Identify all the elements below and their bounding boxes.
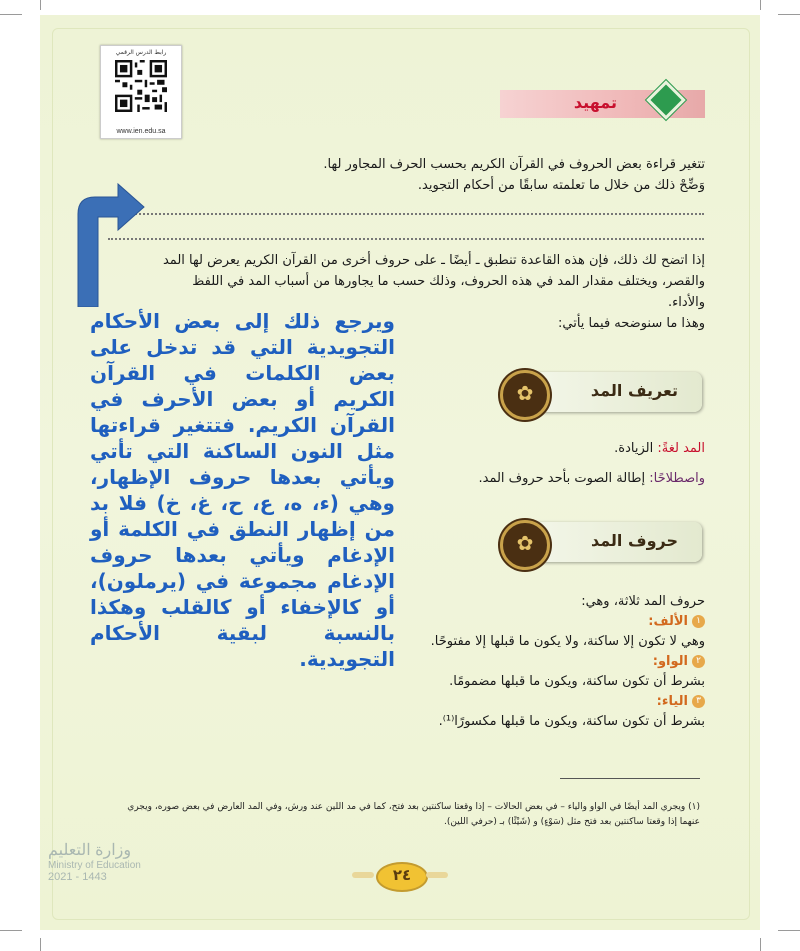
crop-mark	[760, 0, 761, 10]
footnote-line: عنهما إذا وقعتا ساكنتين بعد فتح مثل (سَوْءٍ) و (شَيْئًا) بـ (حرفي اللين).	[444, 817, 700, 827]
number-badge: ١	[692, 615, 705, 628]
term-label: واصطلاحًا:	[649, 471, 705, 486]
intro-line: تتغير قراءة بعض الحروف في القرآن الكريم بحسب الحرف المجاور لها.	[323, 157, 705, 172]
crop-mark	[778, 14, 800, 15]
definition-text	[380, 434, 705, 494]
definition-term	[380, 464, 705, 494]
ornament-wing-icon	[352, 872, 374, 878]
footnote-line: (١) ويجري المد أيضًا في الواو والياء – في بعض الحالات – إذا وقعتا ساكنتين بعد فتح، كما في مد اللين عند ورش، وفي المد العارض في بعض صوره، ويجري	[127, 802, 700, 812]
qr-code-box[interactable]	[100, 45, 182, 139]
intro-line: وَضِّحْ ذلك من خلال ما تعلمته سابقًا من أحكام التجويد.	[417, 178, 705, 193]
number-badge: ٢	[692, 655, 705, 668]
body-line: إذا اتضح لك ذلك، فإن هذه القاعدة تنطبق ـ أيضًا ـ على حروف أخرى من القرآن الكريم يعرض لها المد	[162, 253, 705, 268]
letter-name: الياء:	[656, 694, 688, 709]
letter-name: الألف:	[648, 614, 688, 629]
intro-label: تمهيد	[573, 93, 617, 112]
crop-mark	[40, 938, 41, 951]
intro-text	[255, 154, 705, 196]
qr-title: رابط الدرس الرقمي	[115, 49, 167, 56]
ornament-badge-icon: ✿	[500, 520, 550, 570]
answer-line[interactable]	[108, 238, 704, 240]
letter-item-desc: وهي لا تكون إلا ساكنة، ولا يكون ما قبلها إلا مفتوحًا.	[430, 634, 705, 649]
section-heading-text: تعريف المد	[590, 381, 678, 400]
letter-item-name	[330, 692, 705, 712]
letter-name: الواو:	[652, 654, 688, 669]
crop-mark	[0, 930, 22, 931]
letter-item-desc: بشرط أن تكون ساكنة، ويكون ما قبلها مكسورًا⁽¹⁾.	[438, 714, 705, 729]
qr-url[interactable]: www.ien.edu.sa	[116, 128, 166, 135]
term-value: إطالة الصوت بأحد حروف المد.	[478, 471, 646, 486]
ministry-english: Ministry of Education	[48, 860, 141, 871]
page-number: ٢٤	[392, 866, 412, 884]
number-badge: ٣	[692, 695, 705, 708]
answer-line[interactable]	[108, 213, 704, 215]
crop-mark	[0, 14, 22, 15]
answer-overlay-text: ويرجع ذلك إلى بعض الأحكام التجويدية التي قد تدخل على بعض الكلمات في القرآن الكريم أو بعض الأحرف في القرآن الكريم. فتتغير قراءتها مثل النون الساكنة التي تأتي ويأتي بعدها حروف الإظهار، وهي (ء، ه، ع، ح، غ، خ) فلا بد من إظهار النطق في الكلمة أو الإدغام ويأتي بعدها حروف الإدغام مجموعة في (يرملون)، أو كالإخفاء أو كالقلب وهكذا بالنسبة لبقية الأحكام التجويدية.	[90, 309, 395, 671]
ministry-logo	[48, 840, 141, 883]
crop-mark	[40, 0, 41, 10]
ornament-wing-icon	[426, 872, 448, 878]
letters-intro: حروف المد ثلاثة، وهي:	[581, 594, 705, 609]
ministry-arabic: وزارة التعليم	[48, 842, 132, 859]
lang-value: الزيادة.	[614, 441, 654, 456]
footnote-divider	[560, 778, 700, 779]
crop-mark	[760, 938, 761, 951]
lang-label: المد لغةً:	[657, 441, 705, 456]
body-line: وهذا ما سنوضحه فيما يأتي:	[558, 316, 705, 331]
ornament-badge-icon: ✿	[500, 370, 550, 420]
page-number-badge	[352, 858, 448, 892]
crop-mark	[778, 930, 800, 931]
letter-item-desc: بشرط أن تكون ساكنة، ويكون ما قبلها مضمومًا.	[449, 674, 705, 689]
definition-lang	[380, 434, 705, 464]
ministry-year: 2021 - 1443	[48, 871, 107, 883]
section-heading-text: حروف المد	[590, 531, 678, 550]
body-line: والأداء.	[668, 295, 705, 310]
body-line: والقصر، ويختلف مقدار المد في هذه الحروف، وذلك حسب ما يجاورها من أسباب المد في اللفظ	[192, 274, 705, 289]
footnote	[90, 800, 700, 830]
qr-code-icon	[115, 60, 167, 112]
